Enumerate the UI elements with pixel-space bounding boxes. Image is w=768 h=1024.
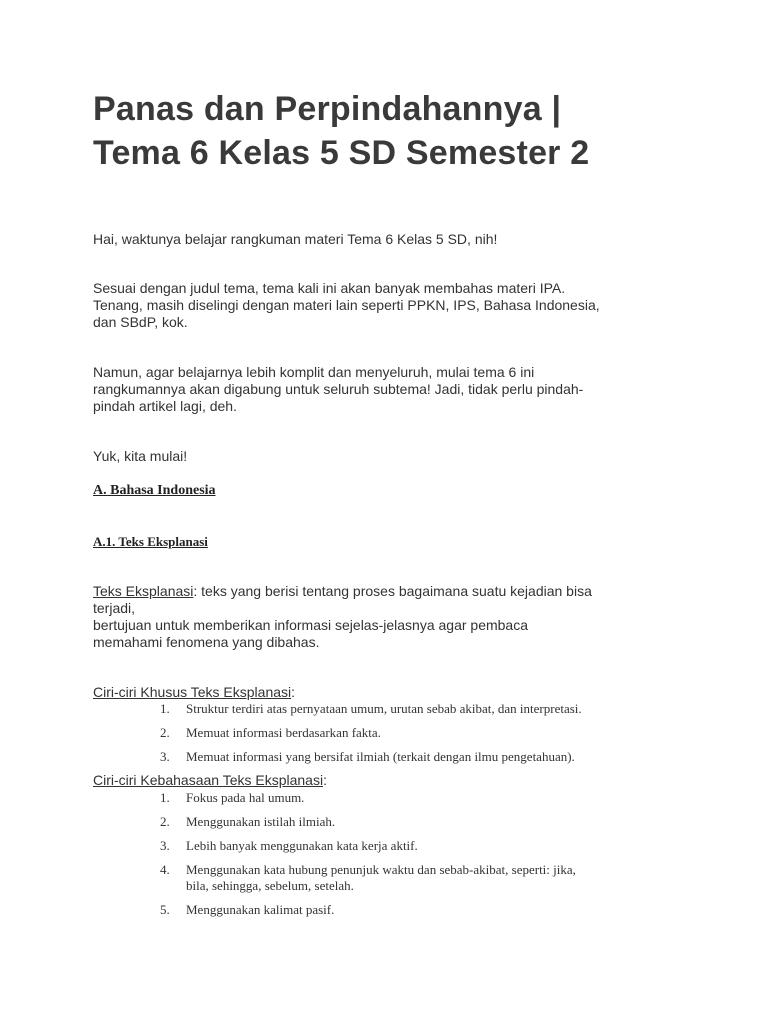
summary-line-1: Namun, agar belajarnya lebih komplit dan menyeluruh, mulai tema 6 ini [93,364,535,380]
list-number: 2. [160,725,170,740]
list-number: 2. [160,814,170,829]
theme-line-1: Sesuai dengan judul tema, tema kali ini akan banyak membahas materi IPA. [93,280,566,296]
list-number: 5. [160,902,170,917]
list-item [93,725,668,741]
ciri-khusus-heading [93,684,668,701]
intro-paragraph: Hai, waktunya belajar rangkuman materi Tema 6 Kelas 5 SD, nih! [93,231,498,247]
list-number: 4. [160,862,170,877]
definition-line-2: terjadi, [93,600,136,616]
ciri-khusus-heading-text: Ciri-ciri Khusus Teks Eksplanasi [93,684,292,700]
list-number: 1. [160,701,170,716]
section-heading-bahasa-indonesia: A. Bahasa Indonesia [93,483,216,498]
summary-line-3: pindah artikel lagi, deh. [93,398,237,414]
ciri-khusus-colon: : [291,684,296,700]
title-line-1: Panas dan Perpindahannya | [93,90,562,128]
list-text: Memuat informasi berdasarkan fakta. [186,725,381,740]
definition-line-4: memahami fenomena yang dibahas. [93,634,320,650]
definition-line-1: : teks yang berisi tentang proses bagaimana suatu kejadian bisa [193,583,592,599]
page-title [93,87,693,175]
ciri-kebahasaan-heading [93,772,668,789]
list-text-line-1: Menggunakan kata hubung penunjuk waktu dan sebab-akibat, seperti: jika, [186,862,576,877]
list-item [93,862,668,894]
definition-paragraph [93,583,668,651]
ciri-kebahasaan-colon: : [323,772,327,788]
subsection-heading-teks-eksplanasi: A.1. Teks Eksplanasi [93,534,208,549]
list-number: 1. [160,790,170,805]
ciri-kebahasaan-heading-text: Ciri-ciri Kebahasaan Teks Eksplanasi [93,772,324,788]
list-item [93,701,668,717]
list-text: Fokus pada hal umum. [186,790,305,805]
start-paragraph: Yuk, kita mulai! [93,448,188,464]
list-number: 3. [160,749,170,764]
list-text: Menggunakan kalimat pasif. [186,902,335,917]
summary-paragraph [93,364,668,415]
theme-paragraph [93,280,668,331]
list-text: Menggunakan istilah ilmiah. [186,814,336,829]
list-text-line-2: bila, sehingga, sebelum, setelah. [186,878,354,893]
definition-line-3: bertujuan untuk memberikan informasi sejelas-jelasnya agar pembaca [93,617,529,633]
list-text: Struktur terdiri atas pernyataan umum, urutan sebab akibat, dan interpretasi. [186,701,582,716]
list-item [93,749,668,765]
list-item [93,902,668,918]
list-item [93,790,668,806]
list-item [93,814,668,830]
ciri-kebahasaan-list [93,790,668,918]
definition-term: Teks Eksplanasi [93,583,194,599]
ciri-khusus-list [93,701,668,765]
theme-line-3: dan SBdP, kok. [93,314,188,330]
list-text: Lebih banyak menggunakan kata kerja aktif. [186,838,418,853]
title-line-2: Tema 6 Kelas 5 SD Semester 2 [93,134,590,172]
list-item [93,838,668,854]
theme-line-2: Tenang, masih diselingi dengan materi lain seperti PPKN, IPS, Bahasa Indonesia, [93,297,600,313]
summary-line-2: rangkumannya akan digabung untuk seluruh subtema! Jadi, tidak perlu pindah- [93,381,584,397]
list-text: Memuat informasi yang bersifat ilmiah (terkait dengan ilmu pengetahuan). [186,749,575,764]
list-number: 3. [160,838,170,853]
